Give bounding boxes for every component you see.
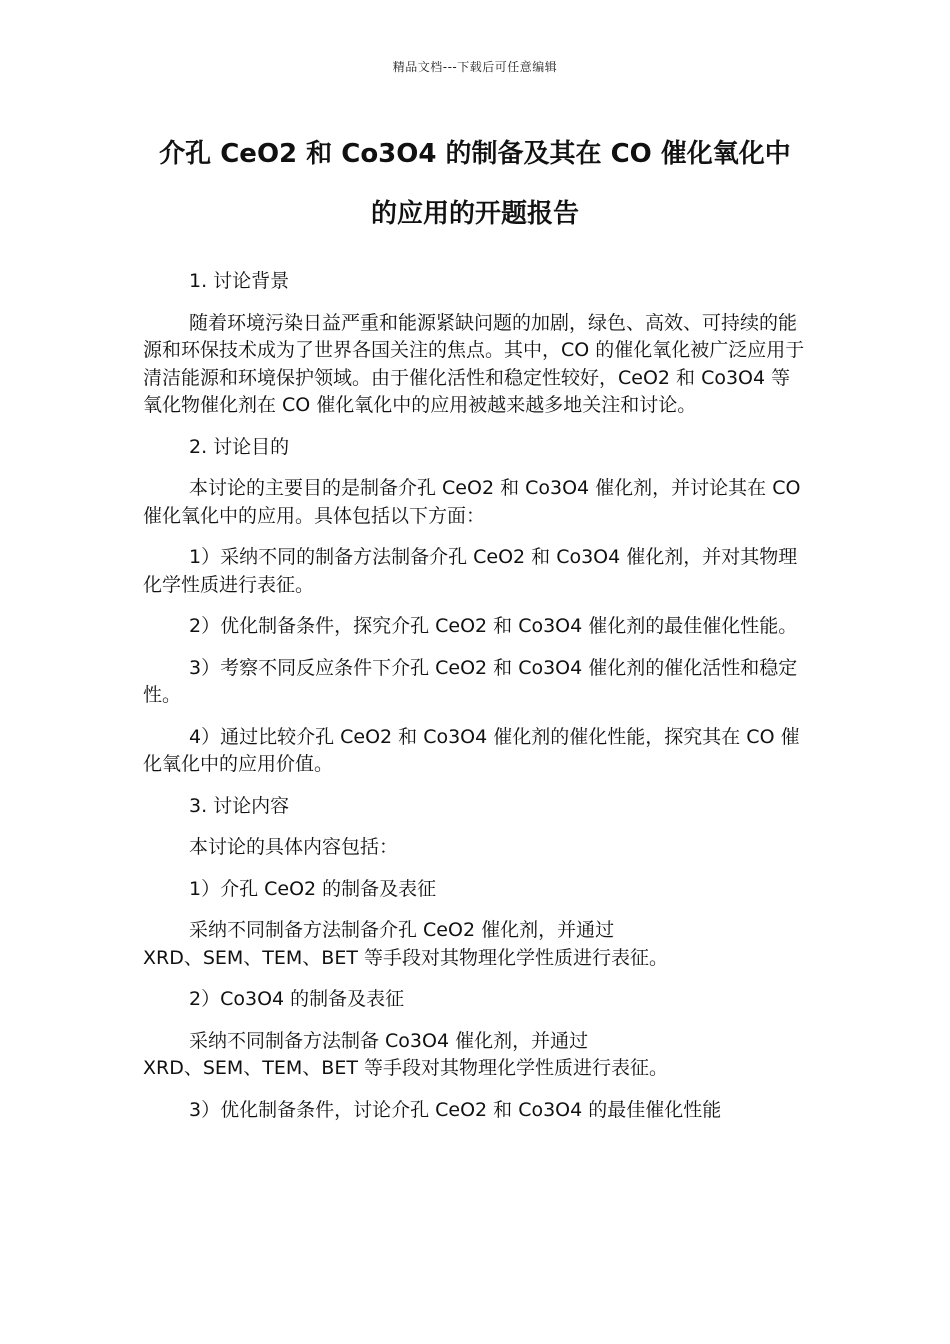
document-title-line-2: 的应用的开题报告 bbox=[370, 199, 579, 229]
page-header-watermark: 精品文档---下载后可任意编辑 bbox=[392, 60, 558, 74]
section-3-heading: 3. 讨论内容 bbox=[189, 794, 290, 817]
section-2-item-1: 1）采纳不同的制备方法制备介孔 CeO2 和 Co3O4 催化剂，并对其物理化学性质进行表征。 bbox=[143, 546, 798, 596]
section-3-item-1-line-1: 采纳不同制备方法制备介孔 CeO2 催化剂，并通过 bbox=[189, 919, 615, 941]
section-3-item-1-title: 1）介孔 CeO2 的制备及表征 bbox=[189, 877, 437, 900]
section-2-item-3: 3）考察不同反应条件下介孔 CeO2 和 Co3O4 催化剂的催化活性和稳定性。 bbox=[143, 656, 798, 706]
section-3-intro: 本讨论的具体内容包括： bbox=[189, 836, 399, 858]
section-3-item-1-line-2: XRD、SEM、TEM、BET 等手段对其物理化学性质进行表征。 bbox=[143, 946, 668, 969]
section-2-item-2: 2）优化制备条件，探究介孔 CeO2 和 Co3O4 催化剂的最佳催化性能。 bbox=[189, 615, 798, 637]
section-3-item-2-title: 2）Co3O4 的制备及表征 bbox=[189, 988, 405, 1010]
section-3-item-1-text bbox=[143, 917, 805, 972]
document-title-line-1: 介孔 CeO2 和 Co3O4 的制备及其在 CO 催化氧化中 bbox=[159, 139, 791, 169]
section-2-item-4: 4）通过比较介孔 CeO2 和 Co3O4 催化剂的催化性能，探究其在 CO 催化氧化中的应用价值。 bbox=[143, 725, 800, 775]
section-1-heading: 1. 讨论背景 bbox=[189, 270, 290, 292]
section-3-item-2-line-1: 采纳不同制备方法制备 Co3O4 催化剂，并通过 bbox=[189, 1029, 589, 1052]
section-3-item-3-title: 3）优化制备条件，讨论介孔 CeO2 和 Co3O4 的最佳催化性能 bbox=[189, 1098, 722, 1121]
section-2-heading: 2. 讨论目的 bbox=[189, 435, 290, 458]
section-3-item-2-text bbox=[143, 1028, 805, 1083]
document-title bbox=[140, 124, 810, 244]
section-1-paragraph: 随着环境污染日益严重和能源紧缺问题的加剧，绿色、高效、可持续的能源和环保技术成为了世界各国关注的焦点。其中，CO 的催化氧化被广泛应用于清洁能源和环境保护领域。由于催化活性和稳定性较好，CeO2 和 Co3O4 等氧化物催化剂在 CO 催化氧化中的应用被越来越多地关注和讨论。 bbox=[143, 311, 805, 416]
section-2-paragraph: 本讨论的主要目的是制备介孔 CeO2 和 Co3O4 催化剂，并讨论其在 CO 催化氧化中的应用。具体包括以下方面： bbox=[143, 477, 801, 527]
section-3-item-2-line-2: XRD、SEM、TEM、BET 等手段对其物理化学性质进行表征。 bbox=[143, 1057, 668, 1079]
document-body bbox=[143, 268, 805, 1138]
